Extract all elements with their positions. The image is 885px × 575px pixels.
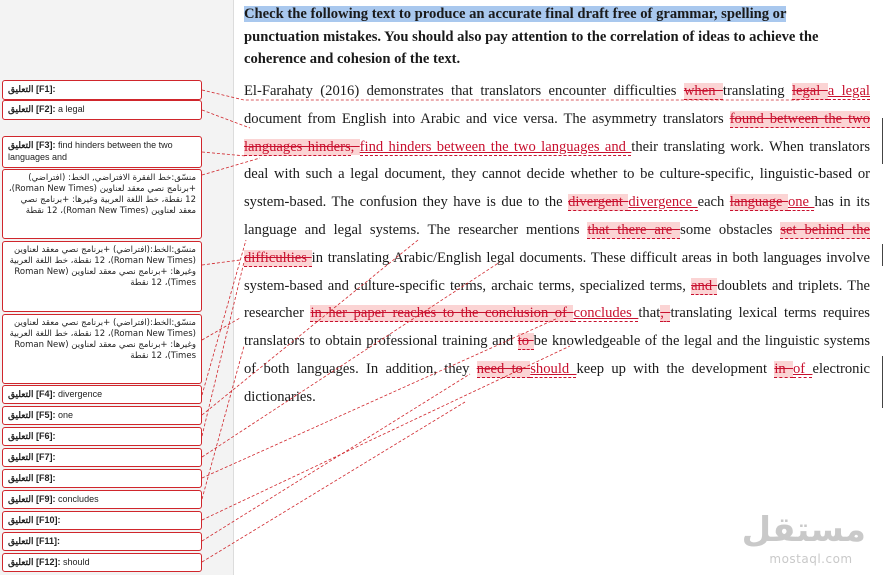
comment-f10[interactable] bbox=[2, 511, 202, 530]
inserted-text: one bbox=[787, 194, 815, 211]
deleted-text: legal bbox=[791, 83, 828, 99]
comment-id: [F1]: bbox=[36, 84, 56, 94]
highlighted-text: Check the following text to produce an accurate final draft free of grammar, spelling or bbox=[244, 6, 787, 22]
comment-text: find hinders between the two languages and bbox=[8, 140, 173, 162]
comment-text: concludes bbox=[58, 494, 99, 504]
body-text: document from English into Arabic and vice versa. The asymmetry translators bbox=[244, 110, 730, 127]
mostaql-watermark bbox=[741, 508, 866, 570]
comment-f11[interactable] bbox=[2, 532, 202, 551]
comment-f2[interactable] bbox=[2, 100, 202, 120]
deleted-text: need to bbox=[476, 360, 531, 377]
comment-tag: التعليق bbox=[8, 389, 34, 399]
comment-tag: التعليق bbox=[8, 494, 34, 504]
comment-f8[interactable] bbox=[2, 469, 202, 488]
change-bar bbox=[882, 118, 883, 164]
deleted-text: divergent bbox=[568, 194, 629, 211]
body-text: translating bbox=[722, 83, 792, 99]
body-text: be knowledgeable of the legal and the linguistic systems of both languages. In addition, they bbox=[244, 333, 870, 377]
comment-f7[interactable] bbox=[2, 448, 202, 467]
comment-id: [F3]: bbox=[36, 140, 56, 150]
inserted-text: concludes bbox=[573, 305, 639, 322]
body-text: translating lexical terms requires translators to obtain professional training and bbox=[244, 305, 870, 350]
body-text: doublets and triplets. The researcher bbox=[244, 277, 870, 322]
document-page[interactable] bbox=[234, 0, 885, 575]
deleted-text: in her paper reaches to the conclusion of bbox=[310, 305, 574, 322]
comment-text: one bbox=[58, 410, 74, 420]
inserted-text: of bbox=[793, 360, 813, 377]
deleted-text: that there are bbox=[587, 221, 681, 238]
comment-tag: التعليق bbox=[8, 536, 34, 546]
comment-id: [F11]: bbox=[36, 536, 61, 546]
inserted-text: find hinders between the two languages and bbox=[359, 138, 632, 155]
comment-f1[interactable] bbox=[2, 80, 202, 100]
body-text: their translating work. When translators deal with such a legal document, they cannot decide whether to be culture-specific, linguistic-based or system-based. The confusion they have is due to the bbox=[244, 138, 870, 211]
comment-id: [F2]: bbox=[36, 104, 56, 114]
comment-f4[interactable] bbox=[2, 385, 202, 404]
comment-id: [F9]: bbox=[36, 494, 56, 504]
deleted-text: when bbox=[683, 83, 723, 99]
deleted-text: in bbox=[774, 360, 793, 377]
inserted-text: divergence bbox=[628, 194, 698, 211]
comment-id: [F6]: bbox=[36, 431, 56, 441]
document-body[interactable] bbox=[244, 78, 870, 412]
deleted-text: , bbox=[660, 305, 671, 322]
deleted-text: found between the two languages hinders bbox=[244, 110, 870, 155]
body-text: each bbox=[697, 194, 730, 211]
comment-id: [F5]: bbox=[36, 410, 56, 420]
comment-tag: التعليق bbox=[8, 431, 34, 441]
comment-id: [F10]: bbox=[36, 515, 61, 525]
format-note-2[interactable]: منسّق:الخط:(افتراضي) +برنامج نصي معقد لعناوين (Roman New Times)، 12 نقطة، خط اللغة العربية وغيرها: +برنامج نصي معقد لعناوين (Roman New Times)، 12 نقطة bbox=[2, 241, 202, 312]
comment-tag: التعليق bbox=[8, 140, 34, 150]
change-bar bbox=[882, 244, 883, 266]
body-text: some obstacles bbox=[680, 221, 781, 238]
comment-tag: التعليق bbox=[8, 410, 34, 420]
watermark-latin: mostaql.com bbox=[769, 552, 853, 566]
comment-f9[interactable] bbox=[2, 490, 202, 509]
comment-tag: التعليق bbox=[8, 515, 34, 525]
deleted-text: set behind the difficulties bbox=[244, 221, 870, 266]
deleted-text: to bbox=[517, 333, 534, 350]
body-text: electronic dictionaries. bbox=[244, 360, 870, 405]
body-text: El-Farahaty (2016) demonstrates that translators encounter difficulties bbox=[244, 83, 684, 99]
deleted-text: and bbox=[691, 277, 718, 294]
format-note-1[interactable]: منسّق:خط الفقرة الافتراضي, الخط: (افتراضي) +برنامج نصي معقد لعناوين (Roman New Times)، 12 نقطة، خط اللغة العربية وغيرها: +برنامج نصي معقد لعناوين (Roman New Times)، 12 نقطة bbox=[2, 169, 202, 239]
inserted-text: a legal bbox=[827, 83, 870, 99]
inserted-text: should bbox=[530, 360, 577, 377]
comment-pane bbox=[0, 0, 234, 575]
watermark-arabic: مستقل bbox=[741, 510, 866, 550]
comment-f5[interactable] bbox=[2, 406, 202, 425]
comment-f6[interactable] bbox=[2, 427, 202, 446]
comment-tag: التعليق bbox=[8, 557, 34, 567]
body-text: has in its language and legal systems. The researcher mentions bbox=[244, 194, 870, 238]
change-bar bbox=[882, 356, 883, 408]
comment-text: divergence bbox=[58, 389, 103, 399]
comment-f3[interactable] bbox=[2, 136, 202, 168]
body-text: keep up with the development bbox=[576, 360, 775, 377]
comment-text: should bbox=[63, 557, 90, 567]
comment-text: a legal bbox=[58, 104, 85, 114]
comment-id: [F7]: bbox=[36, 452, 56, 462]
comment-id: [F12]: bbox=[36, 557, 61, 567]
comment-f12[interactable] bbox=[2, 553, 202, 572]
body-text: that bbox=[638, 305, 661, 322]
deleted-text: language bbox=[729, 194, 788, 211]
instruction-rest: punctuation mistakes. You should also pay attention to the correlation of ideas to achieve the coherence and cohesion of the text. bbox=[244, 28, 819, 67]
comment-tag: التعليق bbox=[8, 473, 34, 483]
comment-tag: التعليق bbox=[8, 104, 34, 114]
comment-id: [F8]: bbox=[36, 473, 56, 483]
comment-id: [F4]: bbox=[36, 389, 56, 399]
format-note-3[interactable]: منسّق:الخط:(افتراضي) +برنامج نصي معقد لعناوين (Roman New Times)، 12 نقطة، خط اللغة العربية وغيرها: +برنامج نصي معقد لعناوين (Roman New Times)، 12 نقطة bbox=[2, 314, 202, 384]
comment-tag: التعليق bbox=[8, 452, 34, 462]
deleted-text: , bbox=[350, 138, 360, 155]
body-text: in translating Arabic/English legal documents. These difficult areas in both languages involve system-based and culture-specific terms, archaic terms, specialized terms, bbox=[244, 249, 870, 294]
instruction-heading bbox=[244, 3, 856, 71]
comment-tag: التعليق bbox=[8, 84, 34, 94]
